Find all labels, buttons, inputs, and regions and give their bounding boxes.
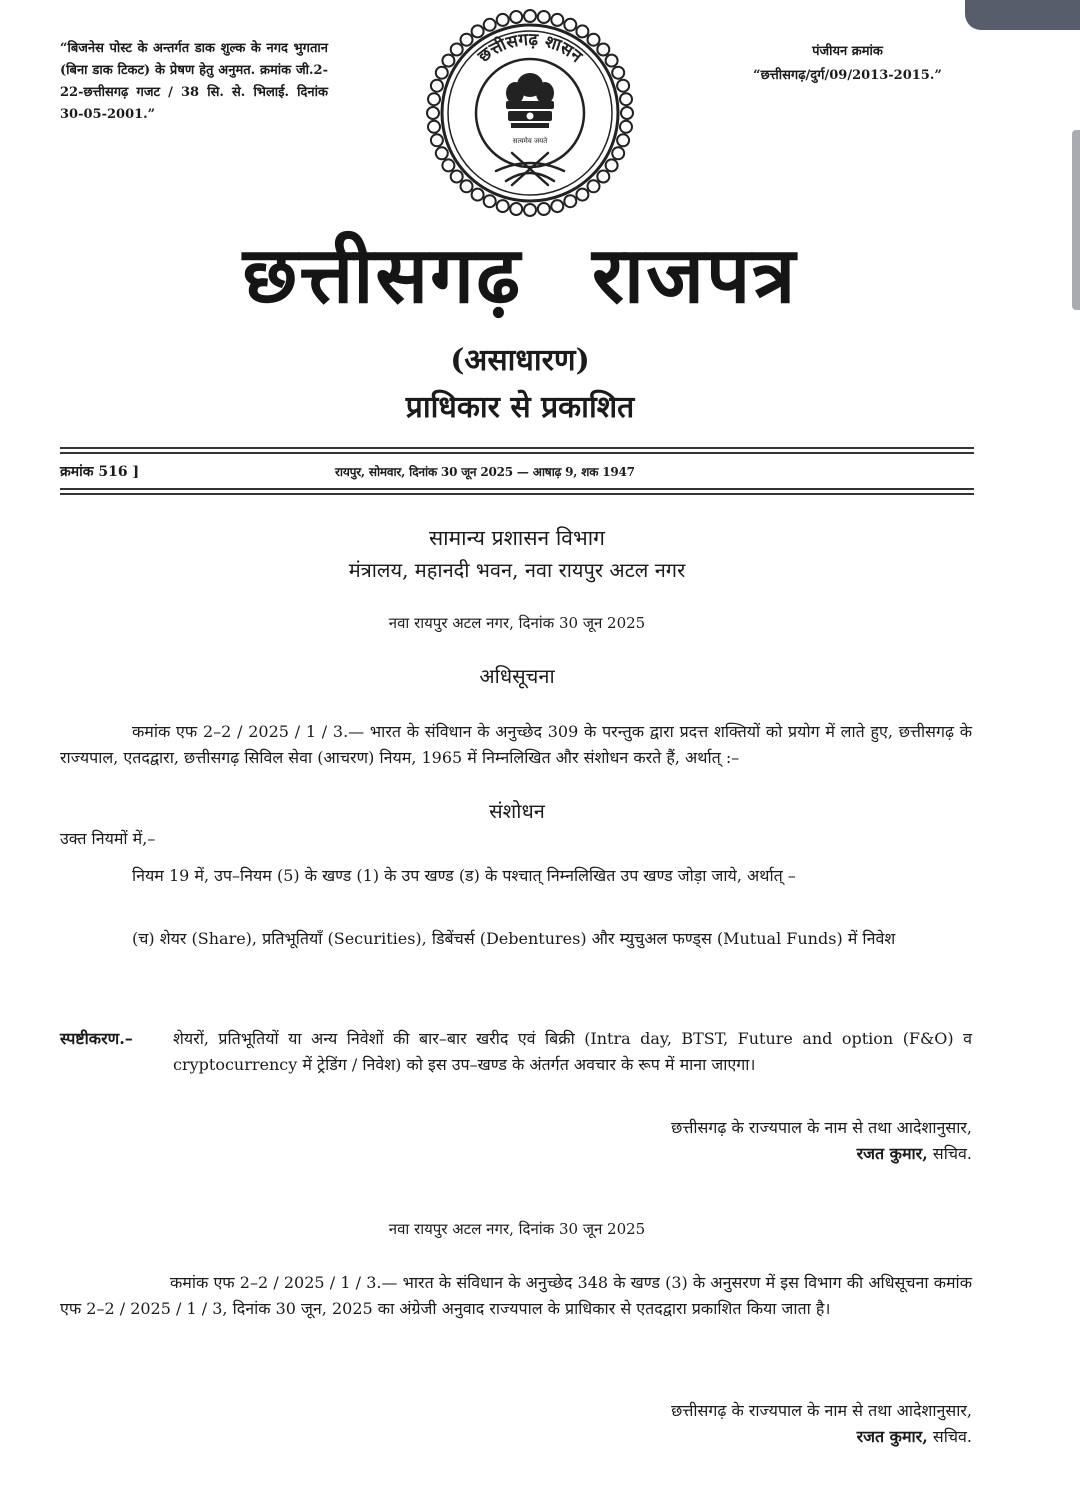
explanation-text: शेयरों, प्रतिभूतियों या अन्य निवेशों की बार–बार खरीद एवं बिक्री (Intra day, BTST, Future and option (F&O) व cryptocurrency में ट्रेडिंग / निवेश) को इस उप–खण्ड के अंतर्गत अवचार के रूप में माना जाएगा। bbox=[173, 1029, 972, 1074]
seal-bead bbox=[524, 10, 536, 22]
signatory-name: रजत कुमार, bbox=[856, 1144, 928, 1163]
signatory-title: सचिव. bbox=[932, 1144, 972, 1163]
seal-bead bbox=[524, 204, 536, 216]
seal-bead bbox=[606, 159, 618, 171]
postal-permit-note: “बिजनेस पोस्ट के अन्तर्गत डाक शुल्क के नगद भुगतान (बिना डाक टिकट) के प्रेषण हेतु अनुमत. क्रमांक जी.2-22-छत्तीसगढ़ गजट / 38 सि. से. भिलाई. दिनांक 30-05-2001.” bbox=[60, 41, 328, 122]
issue-date: रायपुर, सोमवार, दिनांक 30 जून 2025 — आषाढ़ 9, शक 1947 bbox=[335, 465, 635, 479]
registration-number: “छत्तीसगढ़/दुर्ग/09/2013-2015.” bbox=[753, 68, 942, 83]
seal-bead bbox=[576, 25, 588, 37]
in-rules-line: उक्त नियमों में,– bbox=[60, 829, 156, 848]
seal-bead bbox=[472, 25, 484, 37]
gazette-title bbox=[0, 226, 1040, 326]
seal-bead bbox=[484, 19, 496, 31]
rule-amendment-text: नियम 19 में, उप–नियम (5) के खण्ड (1) के उप खण्ड (ड) के पश्चात् निम्नलिखित उप खण्ड जोड़ा जाये, अर्थात् – bbox=[132, 866, 796, 885]
seal-bead bbox=[564, 19, 576, 31]
seal-bead bbox=[442, 55, 454, 67]
window-corner-tab bbox=[965, 0, 1080, 30]
seal-bead bbox=[461, 180, 473, 192]
seal-bead bbox=[472, 189, 484, 201]
seal-bead bbox=[538, 203, 550, 215]
header-rule bbox=[60, 488, 974, 490]
signature-block-2 bbox=[671, 1398, 972, 1450]
seal-bead bbox=[621, 107, 633, 119]
explanation-block bbox=[60, 1026, 972, 1078]
seal-bead bbox=[597, 171, 609, 183]
registration-block bbox=[715, 40, 980, 88]
header-rule bbox=[60, 493, 974, 495]
seal-bead bbox=[451, 171, 463, 183]
seal-bead bbox=[497, 200, 509, 212]
seal-bead bbox=[551, 14, 563, 26]
notice2-dateline: नवा रायपुर अटल नगर, दिनांक 30 जून 2025 bbox=[388, 1220, 646, 1238]
seal-bead bbox=[510, 203, 522, 215]
gazette-subtitle: (असाधारण) bbox=[450, 343, 590, 378]
amendment-heading: संशोधन bbox=[489, 799, 545, 823]
seal-bead bbox=[597, 44, 609, 56]
notification-paragraph: कमांक एफ 2–2 / 2025 / 1 / 3.— भारत के संविधान के अनुच्छेद 309 के परन्तुक द्वारा प्रदत्त शक्तियों को प्रयोग में लाते हुए, छत्तीसगढ़ के राज्यपाल, एतदद्वारा, छत्तीसगढ़ सिविल सेवा (आचरण) नियम, 1965 में निम्नलिखित और संशोधन करते हैं, अर्थात् :– bbox=[60, 722, 972, 767]
seal-bead bbox=[617, 134, 629, 146]
seal-bead bbox=[606, 55, 618, 67]
seal-bead bbox=[431, 80, 443, 92]
seal-bead bbox=[510, 11, 522, 23]
wheat-sheaf-icon bbox=[496, 153, 564, 185]
notice-dateline: नवा रायपुर अटल नगर, दिनांक 30 जून 2025 bbox=[388, 614, 646, 632]
seal-bead bbox=[620, 121, 632, 133]
issue-number: क्रमांक 516 ] bbox=[60, 464, 140, 480]
seal-bead bbox=[551, 200, 563, 212]
seal-bead bbox=[588, 34, 600, 46]
signatory-title-2: सचिव. bbox=[932, 1427, 972, 1446]
explanation-label: स्पष्टीकरण.– bbox=[60, 1029, 133, 1048]
seal-bead bbox=[612, 147, 624, 159]
seal-bead bbox=[588, 180, 600, 192]
seal-bead bbox=[620, 93, 632, 105]
seal-bead bbox=[451, 44, 463, 56]
seal-bead bbox=[436, 147, 448, 159]
notification-heading: अधिसूचना bbox=[479, 664, 555, 688]
signature-block bbox=[671, 1115, 972, 1167]
seal-bead bbox=[461, 34, 473, 46]
seal-bead bbox=[497, 14, 509, 26]
seal-bead bbox=[428, 121, 440, 133]
order-line: छत्तीसगढ़ के राज्यपाल के नाम से तथा आदेशानुसार, bbox=[671, 1118, 972, 1137]
seal-bead bbox=[427, 107, 439, 119]
header-rule bbox=[60, 447, 974, 449]
seal-bead bbox=[564, 195, 576, 207]
seal-bead bbox=[431, 134, 443, 146]
header-rule bbox=[60, 452, 974, 454]
seal-bead bbox=[428, 93, 440, 105]
registration-label: पंजीयन क्रमांक bbox=[812, 44, 883, 59]
seal-bead bbox=[436, 67, 448, 79]
signatory-name-2: रजत कुमार, bbox=[856, 1427, 928, 1446]
title-word-gazette: राजपत्र bbox=[592, 230, 798, 321]
seal-bead bbox=[612, 67, 624, 79]
lion-capital-icon bbox=[506, 73, 554, 128]
title-word-state: छत्तीसगढ़ bbox=[242, 230, 522, 321]
department-name: सामान्य प्रशासन विभाग bbox=[428, 526, 606, 550]
order-line-2: छत्तीसगढ़ के राज्यपाल के नाम से तथा आदेशानुसार, bbox=[671, 1401, 972, 1420]
new-subclause: (च) शेयर (Share), प्रतिभूतियॉं (Securities), डिबेंचर्स (Debentures) और म्युचुअल फण्ड्स (Mutual Funds) में निवेश bbox=[132, 929, 896, 948]
scrollbar[interactable] bbox=[1072, 130, 1080, 310]
seal-bead bbox=[538, 11, 550, 23]
seal-bead bbox=[576, 189, 588, 201]
seal-bead bbox=[484, 195, 496, 207]
department-address: मंत्रालय, महानदी भवन, नवा रायपुर अटल नगर bbox=[348, 558, 686, 582]
seal-bead bbox=[442, 159, 454, 171]
gazette-authority: प्राधिकार से प्रकाशित bbox=[405, 390, 635, 425]
translation-paragraph: कमांक एफ 2–2 / 2025 / 1 / 3.— भारत के संविधान के अनुच्छेद 348 के खण्ड (3) के अनुसरण में इस विभाग की अधिसूचना कमांक एफ 2–2 / 2025 / 1 / 3, दिनांक 30 जून, 2025 का अंग्रेजी अनुवाद राज्यपाल के प्राधिकार से एतदद्वारा प्रकाशित किया जाता है। bbox=[60, 1273, 972, 1318]
emblem-text: छत्तीसगढ़ शासन bbox=[474, 29, 586, 67]
seal-bead bbox=[617, 80, 629, 92]
state-emblem-seal bbox=[414, 5, 646, 221]
emblem-motto: सत्यमेव जयते bbox=[512, 137, 548, 145]
